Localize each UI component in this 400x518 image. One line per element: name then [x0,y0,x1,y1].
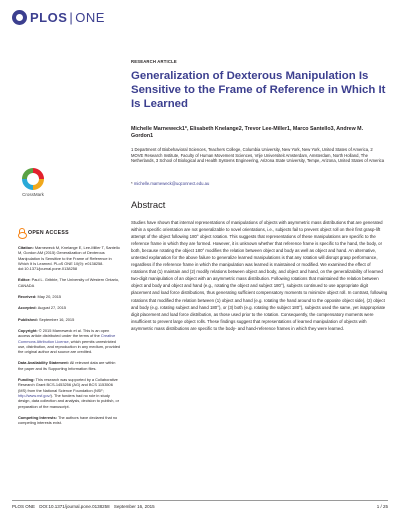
logo-separator: | [69,10,74,25]
email-asterisk: * [131,181,133,186]
data-availability-block [18,360,121,371]
abstract-heading: Abstract [131,199,166,210]
article-title: Generalization of Dexterous Manipulation Is Sensitive to the Frame of Reference in Which It Is Learned [131,70,386,110]
competing-interests-block [18,415,121,426]
open-lock-icon [18,228,25,237]
accepted-block [18,305,121,310]
citation-label: Citation: [18,245,34,250]
competing-interests-label: Competing Interests: [18,414,57,420]
funding-label: Funding: [18,377,35,383]
article-type: RESEARCH ARTICLE [131,59,177,64]
article-sidebar [18,228,121,431]
editor-text: Paul L. Gribble, The University of Western Ontario, CANADA [18,277,120,288]
data-availability-text: All relevant data are within the paper and its Supporting Information files. [18,360,116,371]
email-link[interactable]: michelle.marneweck@uqconnect.edu.au [133,181,210,186]
funding-text: This research was supported by a Collaborative Research Grant BCS-1453256 (AG) and BCS 1153506 (MS) from the National Science Foundation (NSF; [18,377,118,393]
citation-block [18,245,121,271]
accepted-date: August 27, 2015 [37,305,67,311]
received-label: Received: [18,294,37,300]
footer-date: September 16, 2015 [113,504,155,509]
funding-text-end: ). The funders had no role in study design, data collection and analysis, decision to publish, or preparation of the manuscript. [18,392,120,409]
affiliations: 1 Department of Biobehavioral Sciences, Teachers College, Columbia University, New York, New York, United States of America, 2 MOVE Research Institute, Faculty of Human Movement Sciences, Vrije Universiteit Amsterdam, Amsterdam, North Holland, The Netherlands, 3 School of Biological and Health Systems Engineering, Arizona State University, Tempe, Arizona, United States of America [131,147,385,164]
logo-text [30,10,105,25]
crossmark-badge[interactable] [18,168,48,197]
license-link[interactable]: Creative Commons Attribution License [18,333,116,344]
copyright-text: © 2015 Marneweck et al. This is an open access article distributed under the terms of the [18,327,110,339]
crossmark-label: CrossMark [22,192,44,197]
author-list: Michelle Marneweck1*, Elisabeth Knelange2, Trevor Lee-Miller1, Marco Santello3, Andrew M. Gordon1 [131,126,364,139]
open-access-label: OPEN ACCESS [28,229,69,236]
footer-journal: PLOS ONE [12,504,36,509]
copyright-label: Copyright: [18,327,38,333]
published-label: Published: [18,316,38,322]
open-access-badge [18,228,121,237]
copyright-text-end: , which permits unrestricted use, distribution, and reproduction in any medium, provided the original author and source are credited. [18,338,121,355]
funding-block [18,377,121,409]
editor-block [18,277,121,288]
editor-label: Editor: [18,277,31,283]
footer-citation [12,504,158,509]
page-number: 1 / 25 [376,504,388,509]
nsf-link[interactable]: http://www.nsf.gov/ [18,392,51,398]
competing-interests-text: The authors have declared that no competing interests exist. [18,414,118,426]
plos-logo-icon [12,10,27,25]
plos-one-logo[interactable] [12,10,105,25]
page-footer [12,504,388,509]
citation-text: Marneweck M, Knelange E, Lee-Miller T, Santello M, Gordon AM (2015) Generalization of Dexterous Manipulation Is Sensitive to the Frame of Reference in Which It Is Learned. PLoS ONE 10(9): e0138258. doi:10.1371/journal.pone.0138258 [18,245,120,272]
received-date: May 20, 2015 [37,294,62,300]
accepted-label: Accepted: [18,305,37,311]
published-date: September 16, 2015 [38,316,75,322]
published-block [18,317,121,322]
logo-plos: PLOS [30,10,68,25]
footer-doi[interactable]: DOI:10.1371/journal.pone.0138258 [39,504,110,509]
abstract-text: Studies have shown that internal representations of manipulations of objects with asymmetric mass distributions that are generated within a specific orientation are not generalizable to novel orientations, i.e., subjects fail to prevent object roll on their first grasp-lift attempt of the object following 180° object rotation. This suggests that representations of these manipulations are specific to the reference frame in which they are formed. However, it is unknown whether that reference frame is specific to the hand, the body, or both, because rotating the object 180° modifies the relation between object and body as well as object and hand. An alternative, untested explanation for the above failure to generalize learned manipulations is that any rotation will disrupt grasp performance, regardless if the reference frame in which the manipulation was learned is maintained or modified. We examined the effect of rotations that (1) maintain and (2) modify relations between object and body, and object and hand, on the generalizability of learned two-digit manipulation of an object with an asymmetric mass distribution. Following rotations that maintained the relation between object and body and object and hand (e.g., rotating the object and subject 180°), subjects continued to use appropriate digit placement and load force distributions, thus generating sufficient compensatory moments to minimize object roll. In contrast, following rotations that modified the relation between (1) object and hand (e.g. rotating the hand around to the opposite object side), (2) object and body (e.g. rotating subject and hand 180°), or (3) both (e.g. rotating the subject 180°), subjects used the same, yet inappropriate digit placement and load force distribution, as those used prior to the rotation. Consequently, the compensatory moments were insufficient to prevent large object rolls. These findings suggest that representations of learned manipulation of objects with asymmetric mass distributions are specific to the body- and hand-reference frames in which they were learned. [131,220,388,331]
data-availability-label: Data Availability Statement: [18,360,69,366]
logo-one: ONE [75,10,105,25]
crossmark-icon [22,168,44,190]
corresponding-email [131,181,209,186]
footer-divider [12,500,388,501]
received-block [18,294,121,299]
copyright-block [18,328,121,354]
